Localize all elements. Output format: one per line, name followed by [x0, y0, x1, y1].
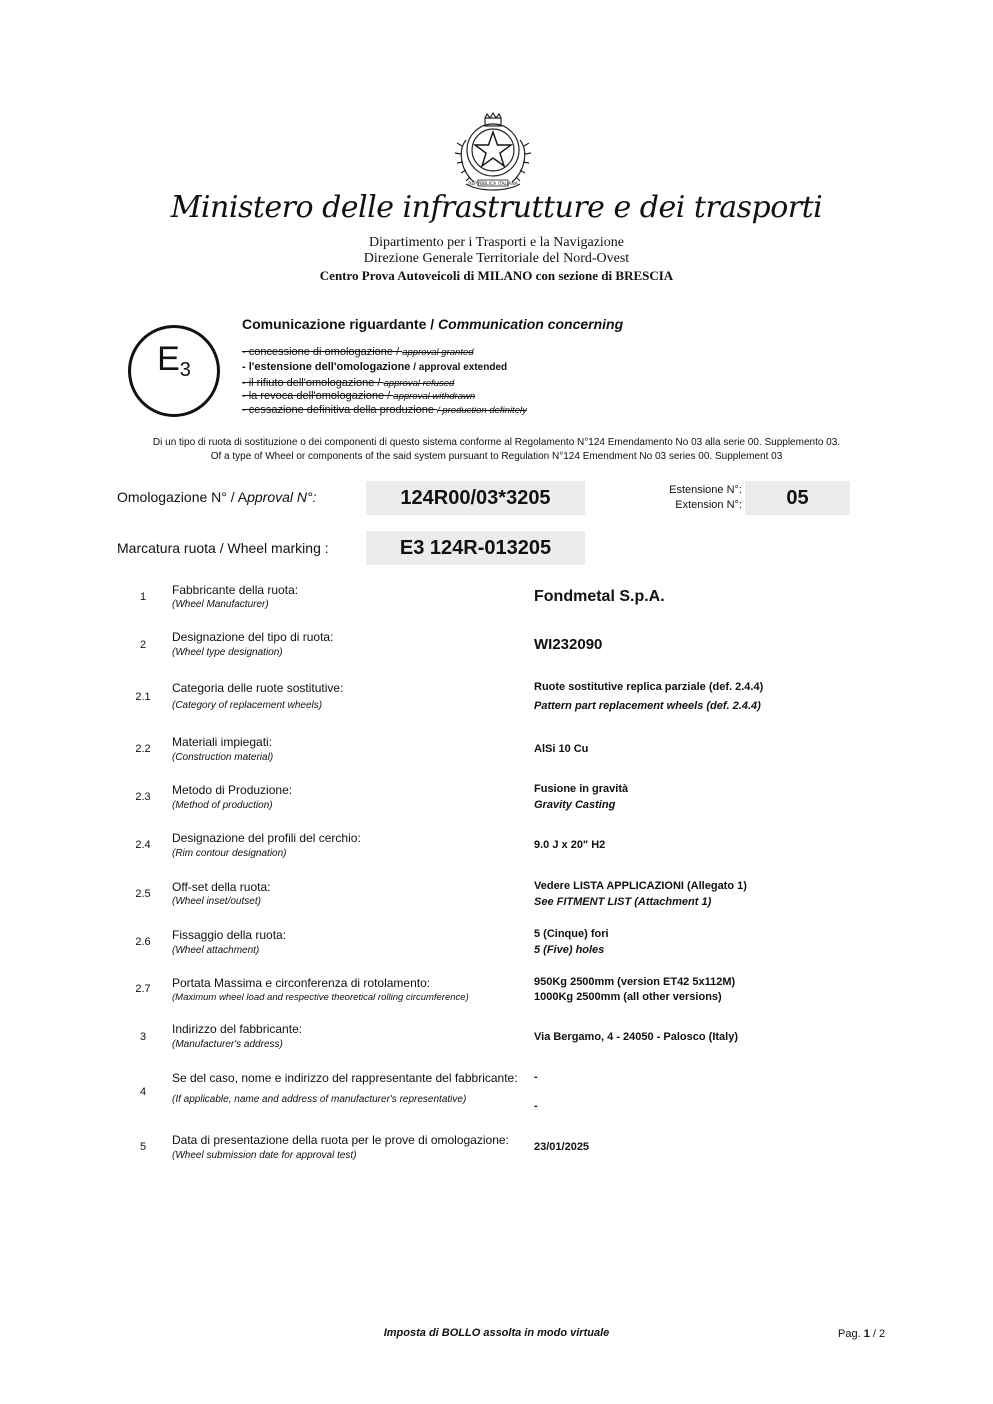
svg-text:REPVBBLICA ITALIANA: REPVBBLICA ITALIANA: [468, 182, 518, 187]
extension-number: 05: [745, 481, 850, 515]
item-number: 2.7: [135, 983, 151, 995]
item-value: Via Bergamo, 4 - 24050 - Palosco (Italy): [534, 1031, 738, 1043]
item-value-2: -: [534, 1100, 538, 1112]
item-value: Vedere LISTA APPLICAZIONI (Allegato 1): [534, 880, 747, 892]
item-label-en: (Wheel submission date for approval test): [172, 1150, 357, 1161]
item-number: 3: [139, 1031, 147, 1043]
item-label-en: (Category of replacement wheels): [172, 700, 323, 711]
item-number: 1: [139, 591, 147, 603]
item-label: Indirizzo del fabbricante:: [172, 1022, 303, 1036]
item-number: 2: [139, 639, 147, 651]
wheel-marking: E3 124R-013205: [366, 531, 585, 565]
item-number: 2.6: [135, 936, 151, 948]
item-value-2: 1000Kg 2500mm (all other versions): [534, 991, 722, 1003]
extension-label: Estensione N°: Extension N°:: [669, 484, 742, 511]
item-number: 2.3: [135, 791, 151, 803]
item-value-en: Gravity Casting: [534, 799, 616, 811]
item-value-en: See FITMENT LIST (Attachment 1): [534, 896, 712, 908]
item-value-en: Pattern part replacement wheels (def. 2.4.4): [534, 700, 761, 712]
page-number: Pag. 1 / 2: [838, 1328, 886, 1340]
item-label: Materiali impiegati:: [172, 735, 273, 749]
item-label-en: (If applicable, name and address of manufacturer's representative): [172, 1094, 467, 1105]
option-production-ceased: - cessazione definitiva della produzione / production definitely: [242, 404, 527, 416]
option-approval-granted: - concessione di omologazione / approval granted: [242, 346, 474, 358]
option-approval-extended: - l'estensione dell'omologazione / approval extended: [242, 361, 508, 373]
item-label: Designazione del profili del cerchio:: [172, 831, 361, 845]
item-label-en: (Construction material): [172, 752, 274, 763]
item-value: 23/01/2025: [534, 1141, 590, 1153]
approval-number: 124R00/03*3205: [366, 481, 585, 515]
item-value: -: [534, 1071, 538, 1083]
item-label: Fabbricante della ruota:: [172, 583, 299, 597]
option-approval-withdrawn: - la revoca dell'omologazione / approval withdrawn: [242, 390, 476, 402]
regulation-line-en: Of a type of Wheel or components of the said system pursuant to Regulation N°124 Emendment No 03 series 00. Supplement 03: [210, 451, 783, 462]
item-label-en: (Method of production): [172, 800, 273, 811]
item-value-en: 5 (Five) holes: [534, 944, 605, 956]
item-label: Designazione del tipo di ruota:: [172, 630, 334, 644]
item-value: 950Kg 2500mm (version ET42 5x112M): [534, 976, 736, 988]
item-value: WI232090: [534, 636, 603, 653]
item-value: AlSi 10 Cu: [534, 743, 589, 755]
item-number: 2.2: [135, 743, 151, 755]
item-label-en: (Rim contour designation): [172, 848, 287, 859]
item-value: 5 (Cinque) fori: [534, 928, 609, 940]
item-label: Metodo di Produzione:: [172, 783, 293, 797]
republic-emblem-icon: [452, 110, 534, 196]
item-number: 2.1: [135, 691, 151, 703]
item-number: 4: [139, 1086, 147, 1098]
item-label: Se del caso, nome e indirizzo del rappresentante del fabbricante:: [172, 1071, 518, 1085]
department-line-1: Dipartimento per i Trasporti e la Navigazione: [368, 235, 625, 250]
e-mark: $E_3$: [157, 340, 191, 381]
item-label: Data di presentazione della ruota per le prove di omologazione:: [172, 1133, 509, 1147]
ministry-name: Ministero delle infrastrutture e dei trasporti: [170, 190, 823, 225]
item-label-en: (Wheel type designation): [172, 647, 283, 658]
department-line-2: Direzione Generale Territoriale del Nord-Ovest: [363, 251, 630, 266]
wheel-marking-label: Marcatura ruota / Wheel marking :: [117, 540, 329, 556]
option-approval-refused: - il rifiuto dell'omologazione / approval refused: [242, 377, 455, 389]
approval-label: Omologazione N° / Approval N°:: [117, 489, 317, 505]
item-label: Categoria delle ruote sostitutive:: [172, 681, 344, 695]
item-value: Fusione in gravità: [534, 783, 629, 795]
item-label: Off-set della ruota:: [172, 880, 271, 894]
item-value: Fondmetal S.p.A.: [534, 588, 665, 605]
item-label-en: (Wheel inset/outset): [172, 896, 261, 907]
item-number: 5: [139, 1141, 147, 1153]
item-number: 2.5: [135, 888, 151, 900]
item-value: Ruote sostitutive replica parziale (def. 2.4.4): [534, 681, 764, 693]
item-number: 2.4: [135, 839, 151, 851]
item-label-en: (Manufacturer's address): [172, 1039, 283, 1050]
regulation-line-it: Di un tipo di ruota di sostituzione o dei componenti di questo sistema conforme al Regolamento N°124 Emendamento No 03 alla serie 00. Supplemento 03.: [152, 437, 841, 448]
item-label-en: (Wheel Manufacturer): [172, 599, 269, 610]
item-label-en: (Wheel attachment): [172, 945, 260, 956]
department-line-3: Centro Prova Autoveicoli di MILANO con sezione di BRESCIA: [319, 268, 674, 283]
communication-title: Comunicazione riguardante / Communication concerning: [242, 316, 624, 332]
stamp-duty-note: Imposta di BOLLO assolta in modo virtuale: [383, 1327, 610, 1339]
item-label-en: (Maximum wheel load and respective theoretical rolling circumference): [172, 992, 469, 1003]
item-value: 9.0 J x 20" H2: [534, 839, 606, 851]
item-label: Portata Massima e circonferenza di rotolamento:: [172, 976, 431, 990]
item-label: Fissaggio della ruota:: [172, 928, 287, 942]
